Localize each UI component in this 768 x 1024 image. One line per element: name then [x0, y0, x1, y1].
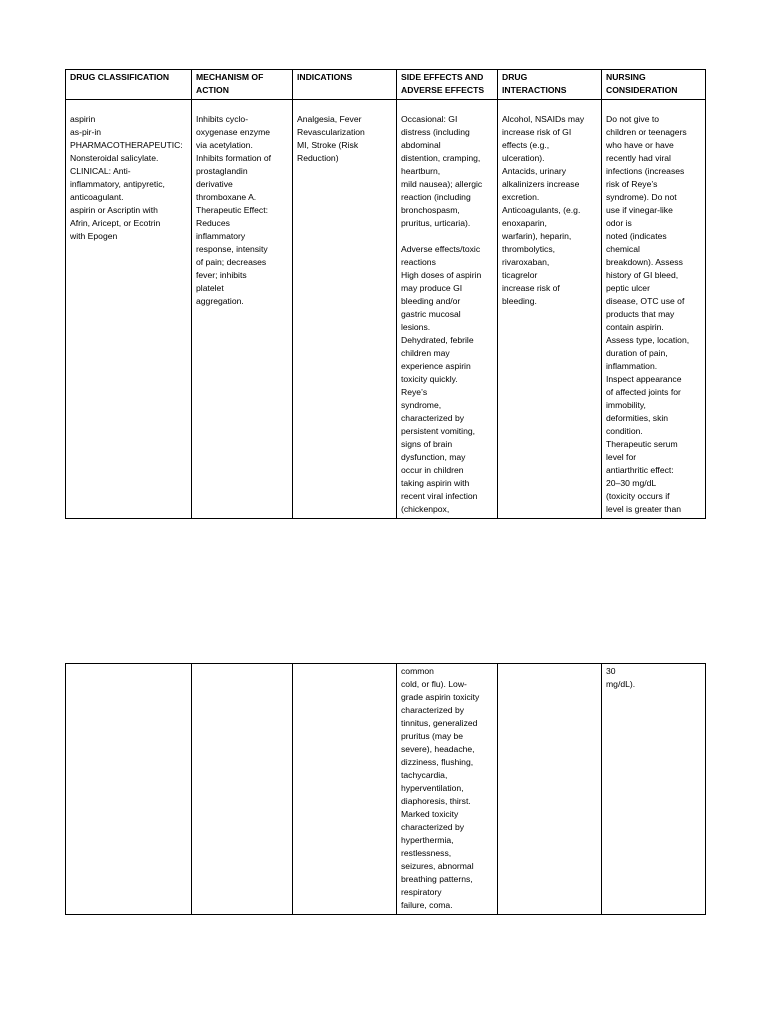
- cell-drug-classification-cont: [66, 664, 192, 915]
- table-row: [66, 100, 706, 519]
- header-drug-classification: DRUG CLASSIFICATION: [66, 70, 192, 100]
- header-drug-interactions: DRUG INTERACTIONS: [498, 70, 602, 100]
- cell-nursing-consideration-cont: 30 mg/dL).: [602, 664, 706, 915]
- header-mechanism-of-action: MECHANISM OF ACTION: [192, 70, 293, 100]
- drug-table-page-2: [65, 663, 706, 915]
- drug-table-page-1: [65, 69, 706, 519]
- header-row: [66, 70, 706, 100]
- cell-drug-interactions-cont: [498, 664, 602, 915]
- cell-drug-interactions: Alcohol, NSAIDs may increase risk of GI effects (e.g., ulceration). Antacids, urinary alkalinizers increase excretion. Anticoagulants, (e.g. enoxaparin, warfarin), heparin, thrombolytics, rivaroxaban, ticagrelor increase risk of bleeding.: [498, 100, 602, 519]
- header-indications: INDICATIONS: [293, 70, 397, 100]
- cell-mechanism-of-action-cont: [192, 664, 293, 915]
- cell-drug-classification: aspirin as-pir-in PHARMACOTHERAPEUTIC: Nonsteroidal salicylate. CLINICAL: Anti- inflammatory, antipyretic, anticoagulant. aspirin or Ascriptin with Afrin, Aricept, or Ecotrin with Epogen: [66, 100, 192, 519]
- cell-indications: Analgesia, Fever Revascularization MI, Stroke (Risk Reduction): [293, 100, 397, 519]
- cell-side-effects-cont: common cold, or flu). Low- grade aspirin toxicity characterized by tinnitus, generalized pruritus (may be severe), headache, dizziness, flushing, tachycardia, hyperventilation, diaphoresis, thirst. Marked toxicity characterized by hyperthermia, restlessness, seizures, abnormal breathing patterns, respiratory failure, coma.: [397, 664, 498, 915]
- header-side-effects: SIDE EFFECTS AND ADVERSE EFFECTS: [397, 70, 498, 100]
- cell-nursing-consideration: Do not give to children or teenagers who have or have recently had viral infections (increases risk of Reye’s syndrome). Do not use if vinegar-like odor is noted (indicates chemical breakdown). Assess history of GI bleed, peptic ulcer disease, OTC use of products that may contain aspirin. Assess type, location, duration of pain, inflammation. Inspect appearance of affected joints for immobility, deformities, skin condition. Therapeutic serum level for antiarthritic effect: 20–30 mg/dL (toxicity occurs if level is greater than: [602, 100, 706, 519]
- cell-mechanism-of-action: Inhibits cyclo- oxygenase enzyme via acetylation. Inhibits formation of prostaglandin derivative thromboxane A. Therapeutic Effect: Reduces inflammatory response, intensity of pain; decreases fever; inhibits platelet aggregation.: [192, 100, 293, 519]
- cell-side-effects: Occasional: GI distress (including abdominal distention, cramping, heartburn, mild nausea); allergic reaction (including bronchospasm, pruritus, urticaria). Adverse effects/toxic reactions High doses of aspirin may produce GI bleeding and/or gastric mucosal lesions. Dehydrated, febrile children may experience aspirin toxicity quickly. Reye’s syndrome, characterized by persistent vomiting, signs of brain dysfunction, may occur in children taking aspirin with recent viral infection (chickenpox,: [397, 100, 498, 519]
- table-row: [66, 664, 706, 915]
- header-nursing-consideration: NURSING CONSIDERATION: [602, 70, 706, 100]
- cell-indications-cont: [293, 664, 397, 915]
